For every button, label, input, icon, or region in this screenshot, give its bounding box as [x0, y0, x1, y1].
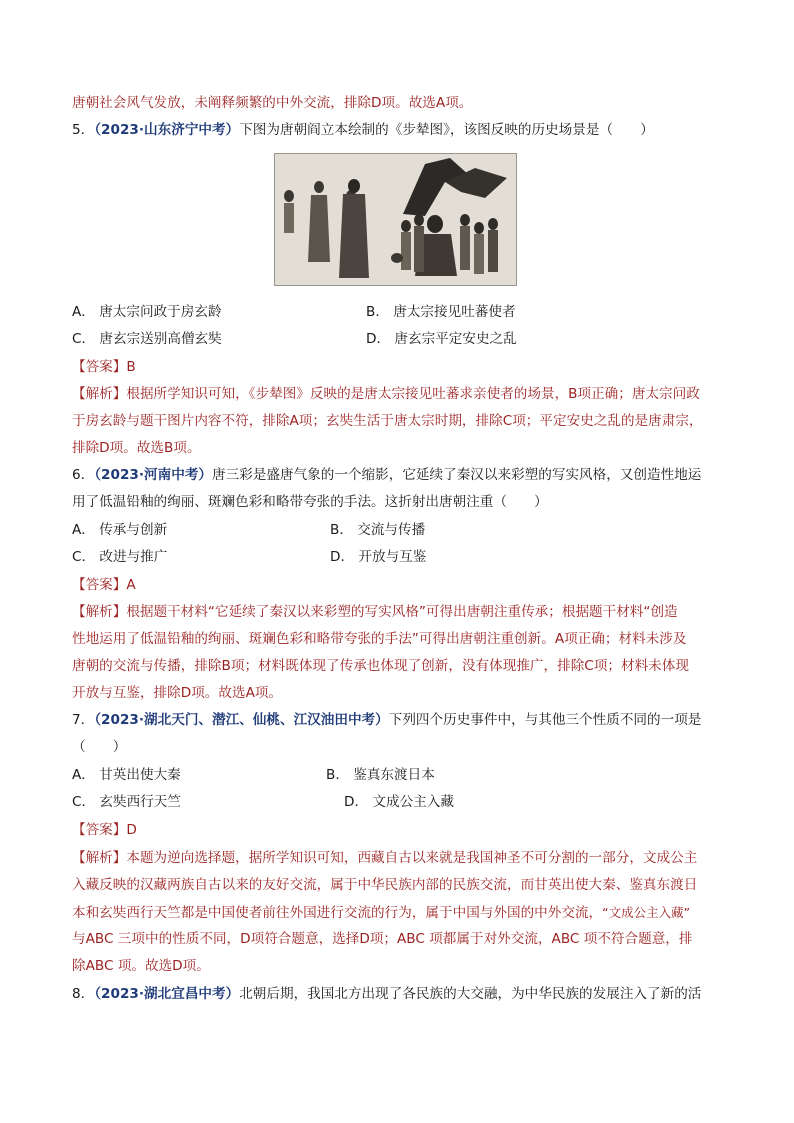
- question-6-stem-line-2: 用了低温铅釉的绚丽、斑斓色彩和略带夸张的手法。这折射出唐朝注重（ ）: [72, 494, 548, 510]
- q5-explanation-line-3: 排除D项。故选B项。: [72, 440, 201, 456]
- q7-answer: 【答案】D: [72, 822, 137, 838]
- q7-explanation-line-4: 与ABC 三项中的性质不同，D项符合题意，选择D项；ABC 项都属于对外交流，ABC 项不符合题意，排: [72, 931, 693, 947]
- q7-option-b: B． 鉴真东渡日本: [326, 767, 435, 783]
- q6-explanation-line-1: 【解析】根据题干材料“它延续了秦汉以来彩塑的写实风格”可得出唐朝注重传承；根据题干材料“创造: [72, 604, 678, 620]
- q6-option-a: A． 传承与创新: [72, 522, 168, 538]
- q7-option-c: C． 玄奘西行天竺: [72, 794, 181, 810]
- q5-option-a: A． 唐太宗问政于房玄龄: [72, 304, 222, 320]
- q6-explanation-line-2: 性地运用了低温铅釉的绚丽、斑斓色彩和略带夸张的手法”可得出唐朝注重创新。A项正确；材料未涉及: [72, 631, 687, 647]
- q6-explanation-line-4: 开放与互鉴，排除D项。故选A项。: [72, 685, 283, 701]
- q6-explanation-line-3: 唐朝的交流与传播，排除B项；材料既体现了传承也体现了创新，没有体现推广，排除C项；材料未体现: [72, 658, 689, 674]
- q5-option-d: D． 唐玄宗平定安史之乱: [366, 331, 517, 347]
- question-6-stem-line-1: 6．（2023·河南中考）唐三彩是盛唐气象的一个缩影，它延续了秦汉以来彩塑的写实风格，又创造性地运: [72, 467, 702, 483]
- q6-option-b: B． 交流与传播: [330, 522, 426, 538]
- q7-option-d: D． 文成公主入藏: [344, 794, 454, 810]
- q7-explanation-line-2: 入藏反映的汉藏两族自古以来的友好交流，属于中华民族内部的民族交流，而甘英出使大秦、鉴真东渡日: [72, 877, 698, 893]
- q5-explanation-line-2: 于房玄龄与题干图片内容不符，排除A项；玄奘生活于唐太宗时期，排除C项；平定安史之乱的是唐肃宗，: [72, 413, 703, 429]
- question-7-stem-line-2: （ ）: [72, 739, 127, 755]
- question-7-stem-line-1: 7．（2023·湖北天门、潜江、仙桃、江汉油田中考）下列四个历史事件中，与其他三个性质不同的一项是: [72, 712, 702, 728]
- question-8-stem: 8．（2023·湖北宜昌中考）北朝后期，我国北方出现了各民族的大交融，为中华民族的发展注入了新的活: [72, 986, 702, 1002]
- q7-explanation-line-5: 除ABC 项。故选D项。: [72, 958, 210, 974]
- q5-option-b: B． 唐太宗接见吐蕃使者: [366, 304, 516, 320]
- q6-option-c: C． 改进与推广: [72, 549, 168, 565]
- q5-explanation-line-1: 【解析】根据所学知识可知，《步辇图》反映的是唐太宗接见吐蕃求亲使者的场景，B项正确；唐太宗问政: [72, 386, 700, 402]
- q5-answer: 【答案】B: [72, 359, 136, 375]
- bunian-tu-painting-image: [274, 153, 517, 286]
- q7-explanation-line-3: 本和玄奘西行天竺都是中国使者前往外国进行交流的行为，属于中国与外国的中外交流，“文成公主入藏”: [72, 905, 691, 921]
- question-5-stem: 5．（2023·山东济宁中考）下图为唐朝阎立本绘制的《步辇图》，该图反映的历史场景是（ ）: [72, 122, 654, 138]
- q5-option-c: C． 唐玄宗送别高僧玄奘: [72, 331, 222, 347]
- prev-explanation-tail: 唐朝社会风气发放，未阐释频繁的中外交流，排除D项。故选A项。: [72, 95, 473, 111]
- q7-option-a: A． 甘英出使大秦: [72, 767, 181, 783]
- q7-explanation-line-1: 【解析】本题为逆向选择题，据所学知识可知，西藏自古以来就是我国神圣不可分割的一部分，文成公主: [72, 850, 698, 866]
- q6-option-d: D． 开放与互鉴: [330, 549, 427, 565]
- q6-answer: 【答案】A: [72, 577, 136, 593]
